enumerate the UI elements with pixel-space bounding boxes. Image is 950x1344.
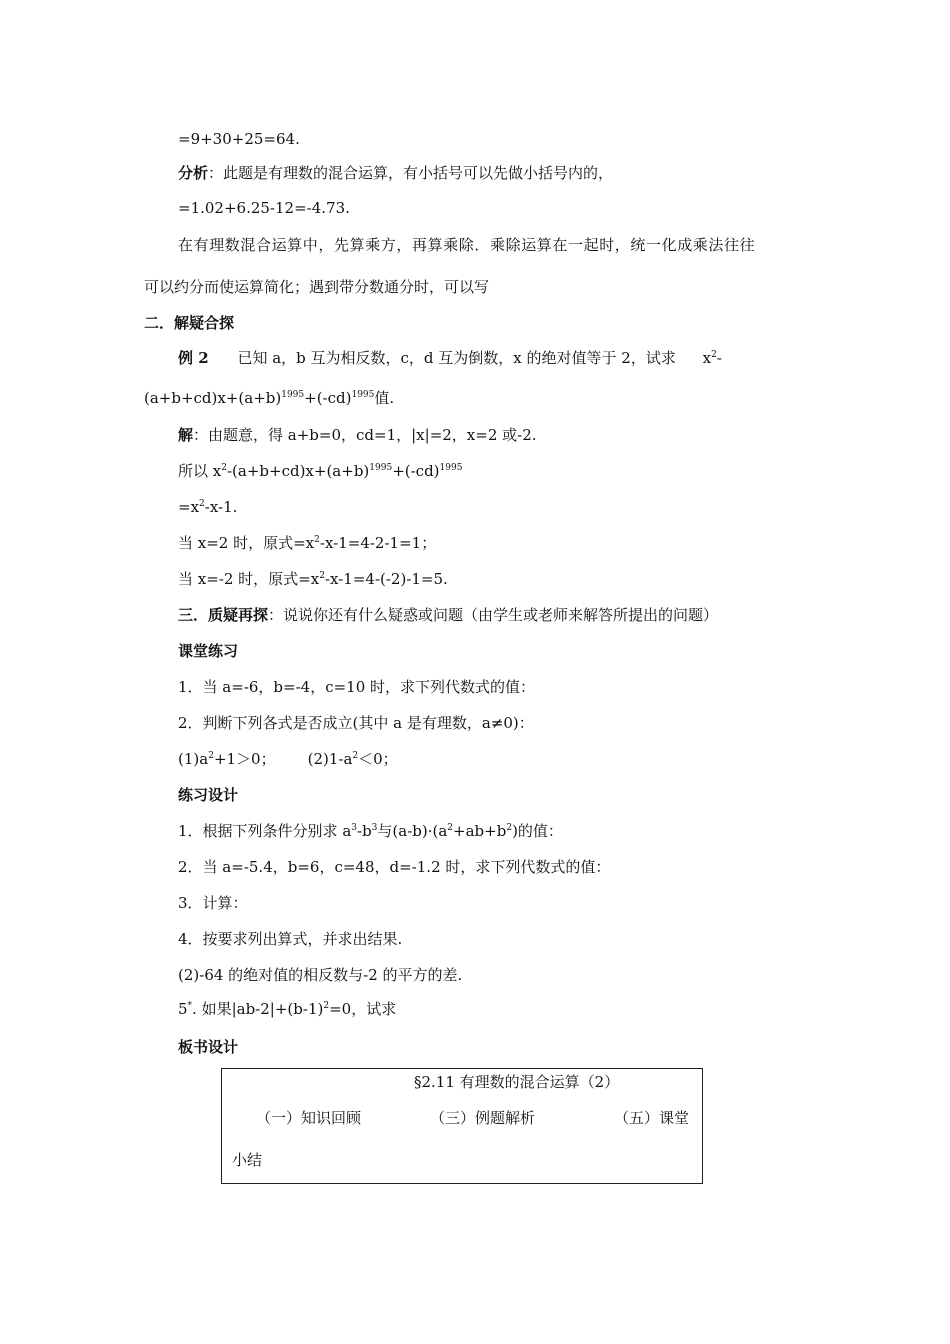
section-3-line: 三．质疑再探：说说你还有什么疑惑或问题（由学生或老师来解答所提出的问题） xyxy=(178,606,719,624)
practice-item-3: $(1)a^2+1>0$； $(2)1-a^2<0$； xyxy=(178,750,398,768)
line-equation-2: =1.02+6.25-12=-4.73. xyxy=(178,199,350,217)
solution-line-1: 解：由题意，得 a+b=0，cd=1，|x|=2，x=2 或-2. xyxy=(178,426,537,444)
design-item-1: 1．根据下列条件分别求 $a^3-b^3$与$(a-b)\cdot(a^2+ab+b^2)$的值： xyxy=(178,822,563,840)
solution-line-2: 所以 $x^2-(a+b+cd)x+(a+b)^{1995}+(-cd)^{1995}$ xyxy=(178,462,463,480)
example-label: 例 2 xyxy=(178,349,209,367)
board-item-5: （五）课堂 xyxy=(614,1109,690,1127)
board-design-heading: 板书设计 xyxy=(178,1038,239,1056)
analysis-label: 分析 xyxy=(178,164,209,182)
board-design-box xyxy=(221,1068,703,1184)
practice-item-1: 1．当 a=-6，b=-4，c=10 时，求下列代数式的值： xyxy=(178,678,536,696)
practice-heading: 课堂练习 xyxy=(178,642,239,660)
design-item-4: 4．按要求列出算式，并求出结果. xyxy=(178,930,403,948)
section-2-heading: 二．解疑合探 xyxy=(144,314,235,332)
solution-line-3: $=x^2-x-1$. xyxy=(178,498,238,516)
solution-label: 解 xyxy=(178,426,194,444)
line-equation-result: =9+30+25=64. xyxy=(178,130,300,148)
line-analysis: 分析：此题是有理数的混合运算，有小括号可以先做小括号内的， xyxy=(178,164,614,182)
board-item-1: （一）知识回顾 xyxy=(256,1109,362,1127)
design-item-5: (2)-64 的绝对值的相反数与-2 的平方的差. xyxy=(178,966,463,984)
design-item-3: 3．计算： xyxy=(178,894,248,912)
example-2-line-1: 例 2 已知 a，b 互为相反数，c，d 互为倒数，x 的绝对值等于 2，试求 $x^2-$ xyxy=(178,349,722,367)
example-2-line-2: $(a+b+cd)x+(a+b)^{1995}+(-cd)^{1995}$值. xyxy=(144,389,395,407)
design-item-2: 2．当 a=-5.4，b=6，c=48，d=-1.2 时，求下列代数式的值： xyxy=(178,858,611,876)
design-heading: 练习设计 xyxy=(178,786,239,804)
board-item-5-continued: 小结 xyxy=(232,1151,263,1169)
section-3-heading: 三．质疑再探 xyxy=(178,606,269,624)
board-item-3: （三）例题解析 xyxy=(430,1109,536,1127)
board-title: §2.11 有理数的混合运算（2） xyxy=(414,1073,620,1091)
practice-item-2: 2．判断下列各式是否成立(其中 a 是有理数，a≠0)： xyxy=(178,714,534,732)
solution-line-5: 当 x=-2 时，原式$=x^2-x-1=4-(-2)-1=5$. xyxy=(178,570,448,588)
solution-line-4: 当 x=2 时，原式$=x^2-x-1=4-2-1=1$； xyxy=(178,534,437,552)
line-paragraph-2: 可以约分而使运算简化；遇到带分数通分时，可以写 xyxy=(144,278,490,296)
line-paragraph-1: 在有理数混合运算中，先算乘方，再算乘除．乘除运算在一起时，统一化成乘法往往 xyxy=(178,236,756,254)
design-item-6: 5*. 如果$|ab-2|+(b-1)^2=0$，试求 xyxy=(178,1000,397,1018)
